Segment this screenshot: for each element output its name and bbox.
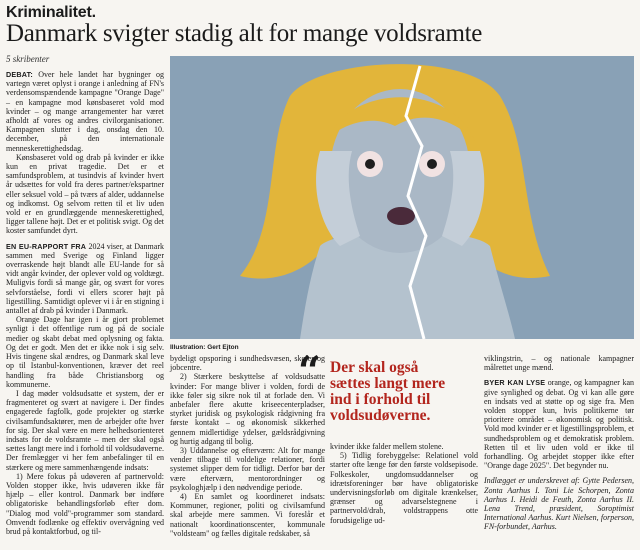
column-3	[330, 442, 478, 525]
paragraph: Kønsbaseret vold og drab på kvinder er ikke kun en privat tragedie. Det er et samfundsproblem, at tusindvis af kvinder hvert år udsættes for vold fra deres partner/ekspartner eller seksuel vold – på tværs af alder, uddannelse og indkomst. Og selvom retten til et liv uden vold er en grundlæggende menneskerettighed, ligger tallene højt. Det er et politisk svigt. Og det koster samfundet dyrt.	[6, 152, 164, 236]
paragraph: kvinder ikke falder mellem stolene.	[330, 442, 444, 451]
paragraph: 1) Mere fokus på udøveren af partnervold: Volden stopper ikke, hvis udøveren ikke får hjælp – eller kontrol. Danmark bør indføre obligatoriske behandlingsforløb efter dom. "Dialog mod vold"-programmer som standard. Omvendt fodlænke og effektiv overvågning ved brud på kontaktforbud, og til-	[6, 471, 164, 536]
illustration	[170, 56, 634, 339]
paragraph: 4) En samlet og koordineret indsats: Kommuner, regioner, politi og civilsamfund skal arbejde mere sammen. Vi foreslår et nationalt koordinationscenter, kommunale "voldsteam" og fælles digitale redskaber, så	[170, 492, 325, 538]
paragraph-text: orange, og kampagner kan give synlighed og debat. Og vi kan alle gøre en indsats ved at støtte op og sige fra. Men volden stopper kun, hvis politikerne tør prioritere området – økonomisk og politisk. Vold mod kvinder er et ligestillingsproblem, et sundhedsproblem og et demokratisk problem. Retten til et liv uden vold er ikke til forhandling. Og arbejdet stopper ikke efter "Orange dage 2025". Det begynder nu.	[484, 378, 635, 471]
article-kicker: Kriminalitet.	[6, 4, 96, 21]
mouth-shape	[387, 207, 415, 225]
signatories-intro: Indlægget er underskrevet af:	[484, 476, 580, 486]
paragraph	[484, 378, 634, 470]
paragraph: I dag møder voldsudsatte et system, der er fragmenteret og svært at navigere i. Der findes engagerede fagfolk, gode projekter og stærke civilsamfundsaktører, men de arbejder ofte hver for sig. Der skal være en mere helhedsorienteret indsats for de voldsramte – men der skal også sættes langt mere ind i forhold til voldsudøverne. Der fremlægger vi her fem anbefalinger til en stærkere og mere sammenhængende indsats:	[6, 388, 164, 472]
paragraph: viklingstrin, – og nationale kampagner målrettet unge mænd.	[484, 354, 634, 373]
illustration-caption: Illustration: Gert Ejton	[170, 344, 239, 351]
run-in-caps: DEBAT:	[6, 70, 34, 79]
illustration-artwork	[170, 56, 634, 339]
run-in-caps: EN EU-RAPPORT FRA	[6, 241, 87, 251]
column-1	[6, 70, 164, 536]
article-byline: 5 skribenter	[6, 54, 50, 64]
paragraph-text: Over hele landet har bygninger og vartegn været oplyst i orange i anledning af FN's verdensomspændende kampagne "Orange Dage" – en kampagne mod kønsbaseret vold mod kvinder – og mange arrangementer har været afholdt af vores og andres civilorganisationer. Kampagnen slutter i dag, onsdag den 10. december, på den internationale menneskerettighedsdag.	[6, 70, 165, 153]
paragraph: bydeligt opsporing i sundhedsvæsen, skoler og jobcentre.	[170, 354, 325, 373]
paragraph: 3) Uddannelse og efterværn: Alt for mange vender tilbage til voldelige relationer, fordi systemet slipper dem for tidligt. Derfor bør der være efterværn, mentorordninger og psykologhjælp i den nødvendige periode.	[170, 446, 325, 492]
paragraph: Orange Dage har igen i år gjort problemet synligt i det offentlige rum og på de sociale medier og skabt debat med oplysning og fakta. Og det er godt. Men det er ikke nok i sig selv. Hvis tingene skal ændres, og Danmark skal leve op til Istanbul-konventionen, kræver det reel handling fra både Christiansborg og kommunerne.	[6, 315, 164, 389]
run-in-caps: BYER KAN LYSE	[484, 378, 546, 388]
quote-text: Der skal også sættes langt mere ind i forhold til voldsudøverne.	[330, 359, 446, 424]
signatories	[484, 476, 634, 531]
pull-quote	[298, 348, 450, 424]
paragraph	[6, 242, 164, 316]
paragraph-text: 2024 viser, at Danmark sammen med Sverige og Finland ligger overraskende højt blandt alle EU-lande for så vidt angår kvinder, der oplever vold og voldtægt. Muligvis fordi så mange går, og svært for vores selvforståelse, fordi vi ellers scorer højt på ligestilling. Samtidigt oplever vi i år en stigning i antallet af drab på kvinder i Danmark.	[6, 241, 164, 316]
quote-mark: “	[298, 348, 322, 395]
paragraph	[6, 70, 164, 153]
signatories-list: Gytte Pedersen, Zonta Aarhus I. Toni Lie Schorpen, Zonta Aarhus I. Heidi de Feuth, Zonta Aarhus II. Lena Trend, præsident, Soroptimist International Aarhus. Kurt Nielsen, forperson, FN-forbundet, Aarhus.	[484, 476, 634, 532]
paragraph: 5) Tidlig forebyggelse: Relationel vold starter ofte længe før den første voldsepisode. Folkeskoler, ungdomsuddannelser og idrætsforeninger bør have obligatoriske undervisningsforløb om digitale krænkelser, grænser og advarselstegnene i partnervold/drab, voldstrappens otte forudsigelige ud-	[330, 451, 478, 525]
paragraph: 2) Stærkere beskyttelse af voldsudsatte kvinder: For mange bliver i volden, fordi de ikke føler sig sikre nok til at forlade den. Vi anbefaler flere akutte kriseecenterpladser, styrket juridisk og psykologisk rådgivning fra første kontakt – og økonomisk sikkerhed gennem midlertidige ydelser, gældsrådgivning og hurtig adgang til bolig.	[170, 372, 325, 446]
column-4	[484, 354, 634, 532]
article-headline: Danmark svigter stadig alt for mange voldsramte	[6, 20, 483, 47]
